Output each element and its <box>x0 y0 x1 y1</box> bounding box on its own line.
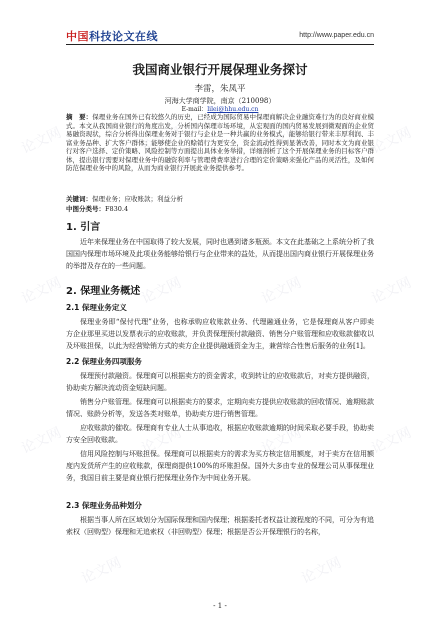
watermark: 论文网 <box>369 124 414 158</box>
keywords <box>66 194 374 203</box>
subsection-heading-2-1: 2.1 保理业务定义 <box>66 303 127 312</box>
subsection-2-3-paragraph: 根据当事人所在区域划分为国际保理和国内保理；根据委托者权益让渡程度的不同，可分为有追索权（回购型）保理和无追索权（非回购型）保理；根据是否公开保理银行的名称， <box>66 516 374 537</box>
watermark: 论文网 <box>259 274 304 308</box>
paper-title: 我国商业银行开展保理业务探讨 <box>132 62 308 77</box>
header-rule <box>66 44 374 45</box>
abstract-text: 保理业务在国外已有较悠久的历史，已经成为国际贸易中保理商解决企业融资难行为的良好商业模式。本文从我国商业银行的角度出发，分析国内保理市场环境，从宏观面的国内贸易发展到微观面的企业贸易融资现状，综合分析得出保理业务对于银行与企业是一种共赢的业务模式，能够给银行带来丰厚利润、丰富业务品种、扩大客户群体；能够使企业的赊销行为更安全，资金流动性得到显著改善，同时本文为商业银行对客户选择、定价策略、风险控制等方面提出具体业务举措，详细剖析了这个开展保理业务的目标客户群体，提出银行需要对保理业务中的融资利率与管理费费率进行合理的定价策略来强化产品的灵活性，及如何防范保理业务中的风险，从而为商业银行开展此业务提供参考。 <box>66 113 375 172</box>
keywords-label: 关键词： <box>66 195 92 203</box>
section-heading-1: 1. 引言 <box>66 222 101 233</box>
watermark: 论文网 <box>19 274 64 308</box>
paper-authors: 李雷，朱凤平 <box>194 84 246 94</box>
watermark: 论文网 <box>139 274 184 308</box>
watermark: 论文网 <box>369 424 414 458</box>
watermark: 论文网 <box>299 554 344 588</box>
watermark: 论文网 <box>369 274 414 308</box>
abstract <box>66 113 374 173</box>
watermark: 论文网 <box>139 424 184 458</box>
paper-email <box>66 104 374 113</box>
subsection-2-2-paragraph-4: 信用风险控制与坏账担保。保理商可以根据卖方的需求为买方核定信用额度，对于卖方在信用额度内发货所产生的应收账款，保理商提供100%的坏账担保。国外大多由专业的保理公司从事保理业务，我国目前主要是商业银行把保理业务作为中间业务开展。 <box>66 450 374 483</box>
classification <box>66 204 374 213</box>
email-link[interactable]: lilei@hhu.edu.cn <box>207 106 259 113</box>
watermark: 论文网 <box>79 554 124 588</box>
clc-label: 中图分类号： <box>66 205 105 213</box>
subsection-heading-2-3: 2.3 保理业务品种划分 <box>66 501 142 510</box>
site-logo[interactable] <box>66 28 158 44</box>
page-header <box>0 0 440 46</box>
email-label: E-mail： <box>181 106 208 113</box>
subsection-2-2-paragraph-2: 销售分户账管理。保理商可以根据卖方的要求，定期向卖方提供应收账款的回收情况、逾期账款情况、账龄分析等，发送各类对账单，协助卖方进行销售管理。 <box>66 398 374 419</box>
subsection-2-2-paragraph-3: 应收账款的催收。保理商有专业人士从事追收，根据应收账款逾期的时间采取必要手段，协助卖方安全回收账款。 <box>66 424 374 445</box>
abstract-label: 摘 要： <box>66 113 93 121</box>
watermark: 论文网 <box>19 424 64 458</box>
paper-affiliation: 河海大学商学院，南京（210098） <box>164 97 276 105</box>
subsection-2-2-paragraph-1: 保理预付款融资。保理商可以根据卖方的资金需求，收到转让的应收账款后，对卖方提供融资，协助卖方解决流动资金短缺问题。 <box>66 372 374 393</box>
watermark: 论文网 <box>259 124 304 158</box>
section-heading-2: 2. 保理业务概述 <box>66 286 141 297</box>
logo-part1: 中国 <box>66 30 89 43</box>
subsection-heading-2-2: 2.2 保理业务四项服务 <box>66 357 142 366</box>
clc-code: F830.4 <box>105 205 129 213</box>
page-number: - 1 - <box>213 602 227 610</box>
site-url[interactable]: http://www.paper.edu.cn <box>299 32 374 39</box>
logo-part2: 科技论文在线 <box>89 30 158 43</box>
subsection-2-1-paragraph: 保理业务即“保付代理”业务，也称承购应收账款业务、代理融通业务，它是保理商从客户即卖方企业那里买进以发票表示的应收账款，并负责保理预付款融资、销售分户账管理和应收账款催收以及坏账担保，以此为经营赊销方式的卖方企业提供融通资金为主，兼营综合性售后服务的业务[1]。 <box>66 318 374 351</box>
keywords-text: 保理业务；应收账款；利益分析 <box>92 195 183 203</box>
watermark: 论文网 <box>259 424 304 458</box>
section-1-paragraph: 近年来保理业务在中国取得了较大发展，同时也遇到诸多瓶颈。本文在此基础之上系统分析了我国国内保理市场环境及此项业务能够给银行与企业带来的益处，从而提出国内商业银行开展保理业务的举措及存在的一些问题。 <box>66 238 374 271</box>
watermark: 论文网 <box>19 124 64 158</box>
watermark: 论文网 <box>139 124 184 158</box>
